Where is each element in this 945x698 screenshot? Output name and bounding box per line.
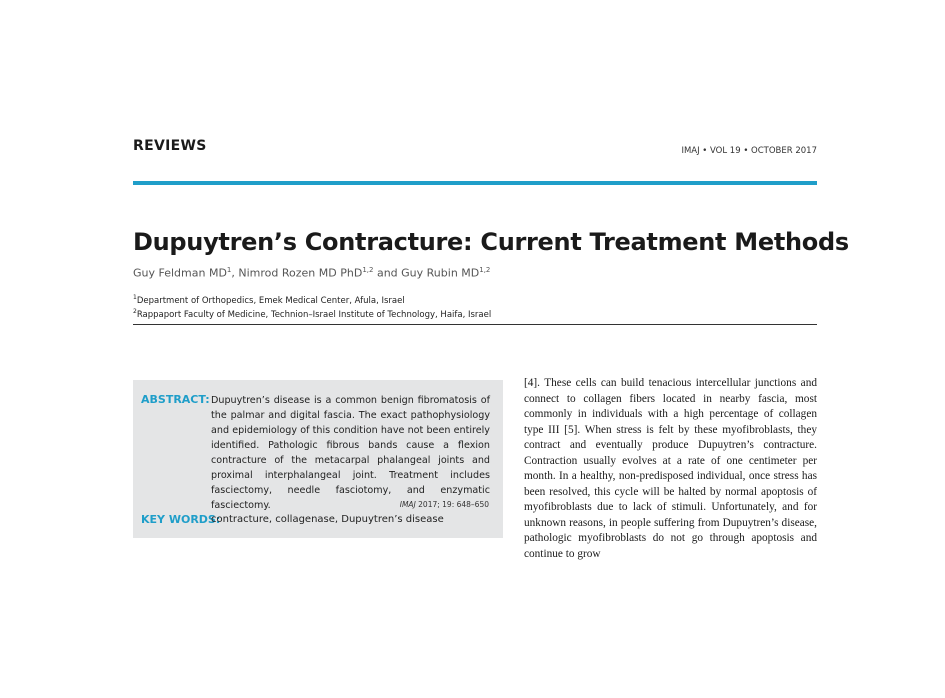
author-name: Nimrod Rozen MD PhD [238, 266, 363, 280]
article-title: Dupuytren’s Contracture: Current Treatment Methods [133, 228, 849, 256]
affiliation [133, 308, 491, 320]
affiliation-text: Rappaport Faculty of Medicine, Technion–Israel Institute of Technology, Haifa, Israel [136, 309, 492, 320]
section-label: REVIEWS [133, 138, 207, 154]
author-affiliation-mark: 1 [226, 266, 232, 274]
author-affiliation-mark: 1,2 [479, 266, 491, 274]
citation-journal: IMAJ [399, 500, 416, 509]
body-paragraph: [4]. These cells can build tenacious intercellular junctions and connect to collagen fibers located in nearby fascia, most commonly in individuals with a high percentage of collagen type III [5]. When stress is felt by these myofibroblasts, they contract and eventually produce Dupuytren’s contracture. Contraction usually evolves at a rate of one centimeter per month. In a healthy, non-predisposed individual, once stress has been resolved, this cycle will be halted by normal apoptosis of myofibroblasts due to lack of stimuli. Unfortunately, and for unknown reasons, in people suffering from Dupuytren’s disease, pathologic myofibroblasts do not go through apoptosis and continue to grow [524, 377, 817, 560]
affiliation-number: 2 [133, 308, 137, 315]
journal-reference: IMAJ • VOL 19 • OCTOBER 2017 [681, 146, 817, 156]
author-separator: and [373, 266, 402, 280]
header-divider [133, 181, 817, 185]
abstract-citation [400, 500, 489, 509]
abstract-box [133, 380, 503, 538]
author-name: Guy Rubin MD [401, 266, 480, 280]
keywords-text: contracture, collagenase, Dupuytren’s disease [211, 514, 444, 525]
affiliation-text: Department of Orthopedics, Emek Medical Center, Afula, Israel [136, 295, 405, 306]
affiliation [133, 294, 405, 306]
body-column [524, 376, 817, 560]
author-list [133, 266, 490, 280]
author-separator: , [231, 266, 239, 280]
affiliation-number: 1 [133, 294, 137, 301]
title-divider [133, 324, 817, 325]
abstract-label: ABSTRACT: [141, 393, 210, 406]
keywords-label: KEY WORDS: [141, 513, 221, 526]
citation-details: 2017; 19: 648–650 [415, 500, 489, 509]
author-affiliation-mark: 1,2 [362, 266, 374, 274]
author-name: Guy Feldman MD [133, 266, 227, 280]
abstract-text: Dupuytren’s disease is a common benign fibromatosis of the palmar and digital fascia. The exact pathophysiology and epidemiology of this condition have not been entirely identified. Pathologic fibrous bands cause a flexion contracture of the metacarpal phalangeal joints and proximal interphalangeal joint. Treatment includes fasciectomy, needle fasciotomy, and enzymatic fasciectomy. [211, 395, 490, 511]
